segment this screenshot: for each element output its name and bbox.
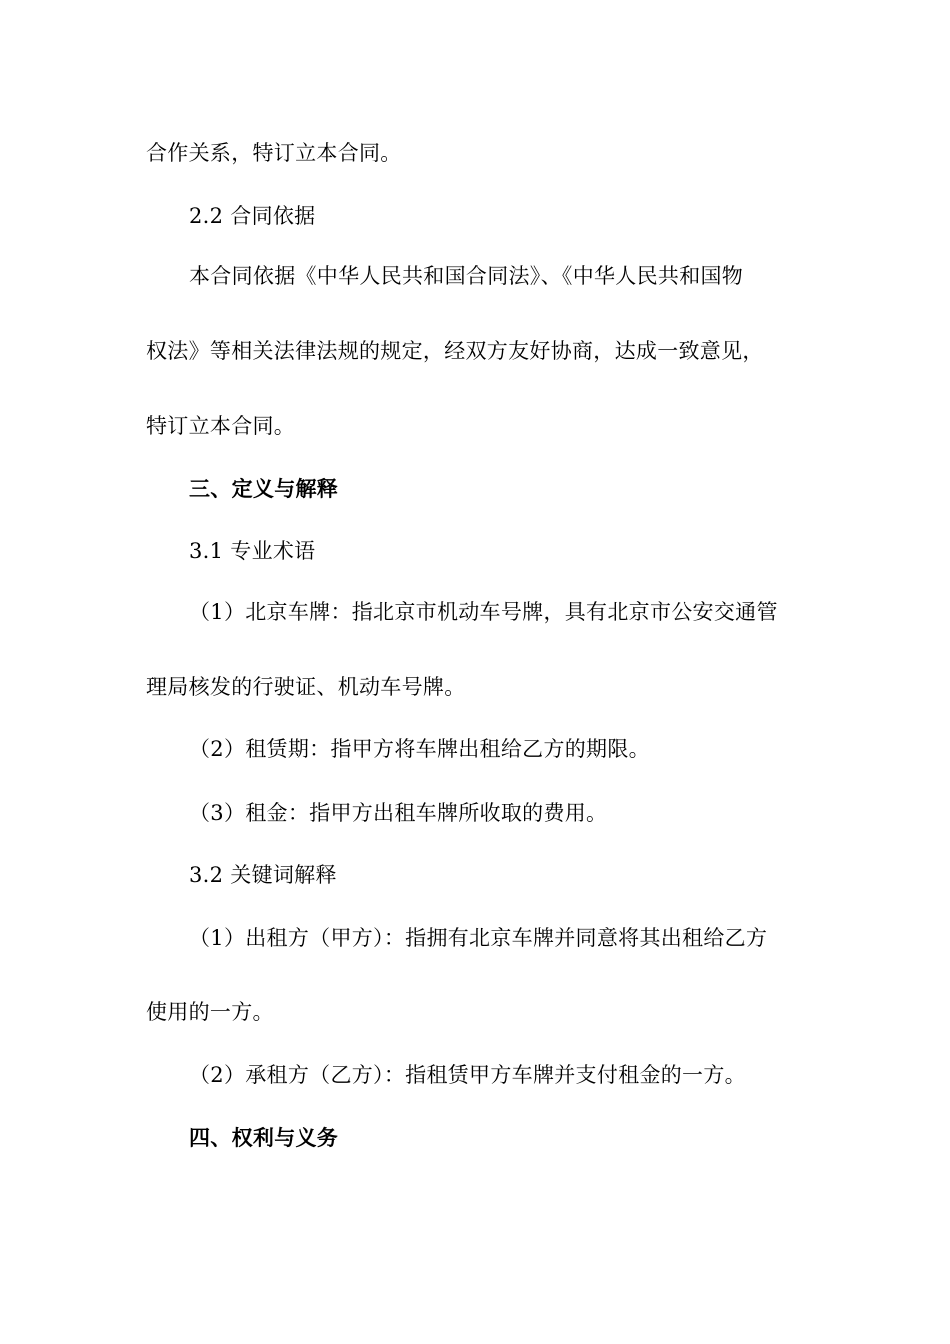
definition-item: （1）出租方（甲方）：指拥有北京车牌并同意将其出租给乙方: [189, 926, 768, 950]
definition-item: （2）承租方（乙方）：指租赁甲方车牌并支付租金的一方。: [189, 1063, 746, 1087]
paragraph-line: 合作关系，特订立本合同。: [146, 141, 402, 165]
paragraph-line: 使用的一方。: [146, 1000, 274, 1024]
chapter-heading-3: 三、定义与解释: [189, 477, 339, 501]
definition-item: （2）租赁期：指甲方将车牌出租给乙方的期限。: [189, 737, 650, 761]
paragraph-line: 特订立本合同。: [146, 414, 296, 438]
paragraph-line: 本合同依据《中华人民共和国合同法》、《中华人民共和国物: [189, 264, 744, 288]
paragraph-line: 理局核发的行驶证、机动车号牌。: [146, 675, 466, 699]
section-heading-2-2: 2.2 合同依据: [189, 204, 316, 228]
definition-item: （1）北京车牌：指北京市机动车号牌，具有北京市公安交通管: [189, 600, 778, 624]
section-heading-3-1: 3.1 专业术语: [189, 539, 316, 563]
section-heading-3-2: 3.2 关键词解释: [189, 863, 337, 887]
definition-item: （3）租金：指甲方出租车牌所收取的费用。: [189, 801, 608, 825]
chapter-heading-4: 四、权利与义务: [189, 1126, 339, 1150]
paragraph-line: 权法》等相关法律法规的规定，经双方友好协商，达成一致意见，: [146, 339, 764, 363]
